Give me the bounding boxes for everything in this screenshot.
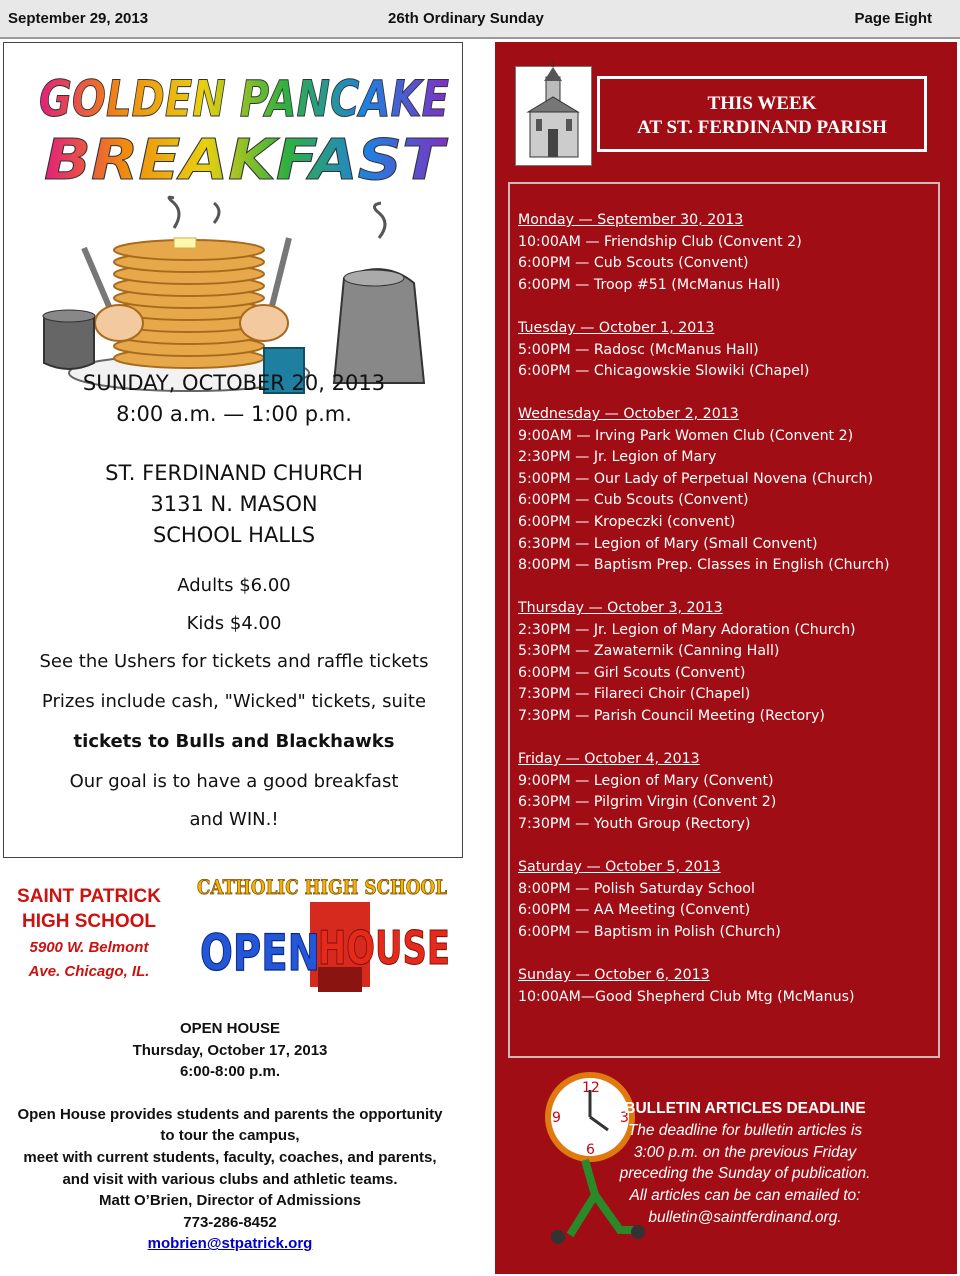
tickets-note: tickets to Bulls and Blackhawks (73, 731, 395, 752)
event-location (4, 458, 464, 551)
event-time: 8:00 a.m. — 1:00 p.m. (116, 402, 352, 426)
schedule-item: 6:00PM — Troop #51 (McManus Hall) (518, 276, 781, 293)
schedule-item: 2:30PM — Jr. Legion of Mary (518, 449, 717, 466)
location-address: 3131 N. MASON (150, 492, 318, 516)
schedule-item: 10:00AM — Friendship Club (Convent 2) (518, 233, 802, 250)
ushers-note: See the Ushers for tickets and raffle tickets (39, 651, 429, 672)
header-sunday: 26th Ordinary Sunday (388, 10, 544, 27)
schedule-day-thursday (518, 598, 856, 728)
church-image (515, 66, 592, 166)
open-house-desc-2: to tour the campus, (160, 1127, 300, 1145)
page-header (0, 0, 960, 39)
open-house-clipart (190, 872, 455, 997)
admissions-phone: 773-286-8452 (183, 1213, 277, 1231)
open-house-desc-4: and visit with various clubs and athletic teams. (62, 1170, 398, 1188)
location-halls: SCHOOL HALLS (152, 523, 316, 547)
open-house-desc-3: meet with current students, faculty, coaches, and parents, (23, 1148, 437, 1166)
deadline-line-3: preceding the Sunday of publication. (619, 1165, 871, 1183)
schedule-item: 8:00PM — Baptism Prep. Classes in English (Church) (518, 557, 890, 574)
open-house-time: 6:00-8:00 p.m. (179, 1063, 281, 1081)
church-icon (516, 67, 591, 165)
school-address-2: Ave. Chicago, IL. (28, 963, 150, 980)
deadline-email: bulletin@saintferdinand.org. (648, 1208, 842, 1226)
st-patrick-info (14, 884, 164, 982)
school-name-2: HIGH SCHOOL (21, 911, 157, 932)
svg-text:3: 3 (620, 1110, 629, 1126)
schedule-item: 6:00PM — Cub Scouts (Convent) (518, 492, 749, 509)
open-house-date: Thursday, October 17, 2013 (132, 1041, 328, 1059)
open-house-desc-1: Open House provides students and parents the opportunity (17, 1105, 443, 1123)
admissions-email-link[interactable]: mobrien@stpatrick.org (147, 1235, 313, 1253)
deadline-line-2: 3:00 p.m. on the previous Friday (633, 1143, 857, 1161)
schedule-day-friday (518, 749, 776, 835)
deadline-title: BULLETIN ARTICLES DEADLINE (624, 1100, 866, 1117)
bulletin-deadline (610, 1098, 880, 1229)
schedule-day-saturday (518, 857, 781, 943)
open-house-title: OPEN HOUSE (179, 1020, 281, 1037)
schedule-item: 10:00AM—Good Shepherd Club Mtg (McManus) (518, 988, 855, 1005)
day-heading: Tuesday — October 1, 2013 (518, 320, 715, 336)
deadline-line-1: The deadline for bulletin articles is (627, 1121, 863, 1139)
admissions-contact: Matt O’Brien, Director of Admissions (99, 1192, 361, 1210)
this-week-panel (495, 42, 957, 1274)
this-week-title (597, 76, 927, 152)
pancake-breakfast-flyer (3, 42, 463, 858)
goal-note: Our goal is to have a good breakfast (69, 771, 399, 792)
school-address-1: 5900 W. Belmont (29, 939, 149, 956)
title-line-2: BREAKFAST (44, 128, 449, 193)
schedule-item: 8:00PM — Polish Saturday School (518, 880, 755, 897)
event-date: SUNDAY, OCTOBER 20, 2013 (82, 371, 386, 395)
schedule-item: 6:00PM — Kropeczki (convent) (518, 513, 736, 530)
location-church: ST. FERDINAND CHURCH (105, 461, 363, 485)
schedule-item: 6:00PM — Baptism in Polish (Church) (518, 923, 781, 940)
schedule-item: 6:00PM — Chicagowskie Slowiki (Chapel) (518, 363, 810, 380)
open-house-art-house: HOUSE (318, 921, 450, 975)
schedule-item: 6:00PM — AA Meeting (Convent) (518, 902, 751, 919)
deadline-line-4: All articles can be can emailed to: (629, 1187, 861, 1205)
schedule-day-wednesday (518, 404, 890, 577)
schedule-item: 7:30PM — Filareci Choir (Chapel) (518, 686, 751, 703)
svg-text:6: 6 (586, 1142, 595, 1158)
this-week-line-2: AT ST. FERDINAND PARISH (637, 117, 887, 138)
svg-text:12: 12 (582, 1080, 600, 1096)
schedule-item: 7:30PM — Parish Council Meeting (Rectory) (518, 707, 825, 724)
this-week-line-1: THIS WEEK (707, 93, 817, 114)
schedule-item: 5:30PM — Zawaternik (Canning Hall) (518, 643, 780, 660)
schedule-day-tuesday (518, 318, 809, 383)
day-heading: Friday — October 4, 2013 (518, 751, 700, 767)
golden-pancake-title-art (34, 61, 454, 191)
win-note: and WIN.! (189, 809, 279, 830)
day-heading: Wednesday — October 2, 2013 (518, 406, 739, 422)
day-heading: Thursday — October 3, 2013 (518, 600, 723, 616)
schedule-item: 6:00PM — Cub Scouts (Convent) (518, 255, 749, 272)
schedule-item: 9:00AM — Irving Park Women Club (Convent 2) (518, 427, 854, 444)
schedule-day-monday (518, 210, 802, 296)
day-heading: Sunday — October 6, 2013 (518, 967, 710, 983)
event-date-time (4, 368, 464, 430)
schedule-day-sunday (518, 965, 855, 1008)
open-house-art-open: OPEN (200, 924, 320, 982)
prizes-note: Prizes include cash, "Wicked" tickets, suite (41, 691, 427, 712)
svg-text:9: 9 (552, 1110, 561, 1126)
price-adults: Adults $6.00 (177, 575, 291, 596)
school-name-1: SAINT PATRICK (17, 886, 161, 907)
schedule-item: 5:00PM — Radosc (McManus Hall) (518, 341, 759, 358)
title-line-1: GOLDEN PANCAKE (39, 70, 449, 128)
schedule-item: 6:00PM — Girl Scouts (Convent) (518, 664, 746, 681)
schedule-item: 6:30PM — Pilgrim Virgin (Convent 2) (518, 794, 777, 811)
price-kids: Kids $4.00 (186, 613, 282, 634)
schedule-item: 7:30PM — Youth Group (Rectory) (518, 815, 751, 832)
header-page-number: Page Eight (854, 10, 932, 27)
open-house-details (0, 1018, 460, 1255)
open-house-art-heading: CATHOLIC HIGH SCHOOL (197, 875, 447, 899)
schedule-item: 5:00PM — Our Lady of Perpetual Novena (Church) (518, 470, 873, 487)
schedule-item: 9:00PM — Legion of Mary (Convent) (518, 772, 774, 789)
day-heading: Saturday — October 5, 2013 (518, 859, 721, 875)
schedule-item: 6:30PM — Legion of Mary (Small Convent) (518, 535, 818, 552)
header-date: September 29, 2013 (8, 10, 149, 27)
schedule-item: 2:30PM — Jr. Legion of Mary Adoration (Church) (518, 621, 856, 638)
day-heading: Monday — September 30, 2013 (518, 212, 744, 228)
